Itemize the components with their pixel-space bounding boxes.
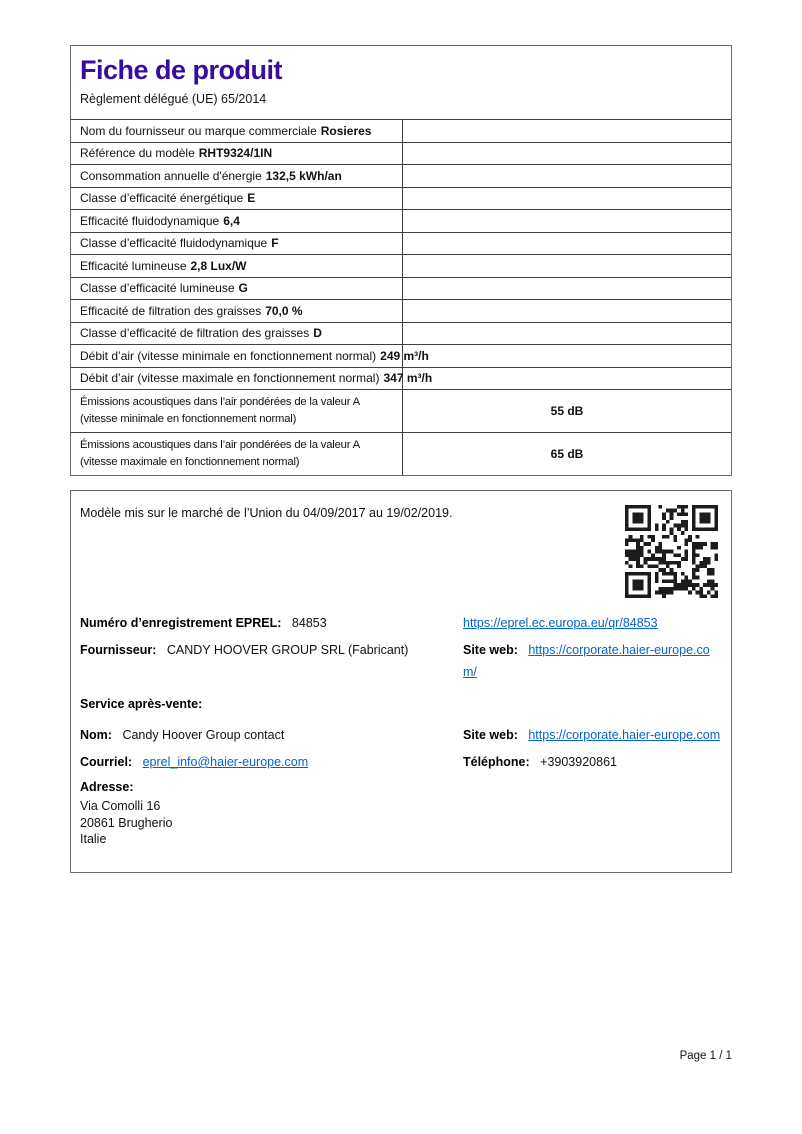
qr-code-icon	[625, 505, 718, 598]
row-label: Efficacité fluidodynamique	[80, 213, 220, 228]
table-row-energy-class	[71, 187, 731, 210]
row-value: Rosieres	[320, 123, 372, 138]
table-row-annual-energy	[71, 164, 731, 187]
row-value-cell	[402, 233, 731, 255]
page-title: Fiche de produit	[80, 55, 283, 85]
contact-name-row	[80, 724, 722, 746]
table-row-supplier	[71, 119, 731, 142]
phone-number: +3903920861	[540, 755, 617, 769]
row-value-cell	[402, 210, 731, 232]
contact-site-label: Site web:	[463, 728, 518, 742]
row-value-cell	[402, 345, 731, 367]
supplier-site-label: Site web:	[463, 643, 518, 657]
after-sales-heading: Service après-vente:	[80, 697, 203, 711]
supplier-row	[80, 639, 722, 683]
row-label: Référence du modèle	[80, 146, 195, 161]
address-label: Adresse:	[80, 780, 134, 794]
contact-name: Candy Hoover Group contact	[122, 728, 285, 742]
table-row-lighting-efficiency	[71, 254, 731, 277]
table-row-model	[71, 142, 731, 165]
address-line-city: 20861 Brugherio	[80, 815, 173, 830]
table-row-noise-max	[71, 432, 731, 475]
row-value: 2,8 Lux/W	[190, 258, 247, 273]
market-period-text: Modèle mis sur le marché de l’Union du 04/09/2017 au 19/02/2019.	[80, 506, 453, 520]
row-value: 132,5 kWh/an	[265, 168, 342, 183]
phone-label: Téléphone:	[463, 755, 530, 769]
row-value-cell	[402, 278, 731, 300]
contact-name-label: Nom:	[80, 728, 112, 742]
eprel-label: Numéro d’enregistrement EPREL:	[80, 616, 282, 630]
row-value: G	[238, 281, 248, 296]
email-link[interactable]: eprel_info@haier-europe.com	[142, 755, 309, 769]
row-value-cell: 55 dB	[402, 390, 731, 432]
row-value-cell	[402, 300, 731, 322]
table-row-fluid-efficiency	[71, 209, 731, 232]
address-line-country: Italie	[80, 832, 107, 846]
row-label: Efficacité lumineuse	[80, 258, 187, 273]
supplier-name: CANDY HOOVER GROUP SRL (Fabricant)	[166, 643, 409, 657]
email-phone-row	[80, 751, 722, 773]
table-row-fluid-class	[71, 232, 731, 255]
row-value-cell	[402, 368, 731, 390]
address-line-street: Via Comolli 16	[80, 799, 161, 813]
row-value: 6,4	[223, 213, 240, 228]
row-value-cell: 65 dB	[402, 433, 731, 475]
row-label: Efficacité de filtration des graisses	[80, 303, 262, 318]
eprel-row	[80, 612, 722, 634]
after-sales-heading-row	[80, 693, 722, 715]
supplier-site-link[interactable]: https://corporate.haier-europe.com/	[463, 643, 710, 679]
registration-details	[80, 612, 722, 848]
row-value: 347 m³/h	[383, 371, 433, 386]
contact-site-link[interactable]: https://corporate.haier-europe.com	[528, 728, 721, 742]
row-label: Classe d’efficacité de filtration des graisses	[80, 326, 310, 341]
row-value-cell	[402, 120, 731, 142]
row-value: 70,0 %	[265, 303, 303, 318]
row-label-line1: Émissions acoustiques dans l’air pondérées de la valeur A	[80, 439, 360, 452]
eprel-number: 84853	[291, 616, 327, 630]
email-label: Courriel:	[80, 755, 133, 769]
row-value: 249 m³/h	[380, 348, 429, 363]
row-label: Consommation annuelle d'énergie	[80, 168, 262, 183]
eprel-link[interactable]: https://eprel.ec.europa.eu/qr/84853	[463, 616, 658, 630]
supplier-label: Fournisseur:	[80, 643, 157, 657]
row-value: RHT9324/1IN	[198, 146, 273, 161]
page-number: Page 1 / 1	[679, 1050, 732, 1062]
row-label: Classe d’efficacité fluidodynamique	[80, 236, 268, 251]
row-label: Débit d’air (vitesse minimale en fonctionnement normal)	[80, 348, 377, 363]
row-value: F	[271, 236, 279, 251]
regulation-subtitle: Règlement délégué (UE) 65/2014	[80, 92, 267, 107]
row-label: Débit d’air (vitesse maximale en fonctionnement normal)	[80, 371, 380, 386]
table-row-airflow-min	[71, 344, 731, 367]
row-value: D	[313, 326, 322, 341]
row-label-line1: Émissions acoustiques dans l’air pondérées de la valeur A	[80, 396, 360, 409]
row-value-cell	[402, 143, 731, 165]
row-label-line2: (vitesse minimale en fonctionnement normal)	[80, 413, 297, 426]
row-value-cell	[402, 165, 731, 187]
registration-section	[70, 490, 732, 873]
table-row-airflow-max	[71, 367, 731, 390]
table-row-grease-class	[71, 322, 731, 345]
product-fiche-section	[70, 45, 732, 476]
row-label: Classe d’efficacité énergétique	[80, 191, 244, 206]
table-row-grease-filtration	[71, 299, 731, 322]
address-lines	[80, 798, 722, 848]
table-row-lighting-class	[71, 277, 731, 300]
address-label-row	[80, 776, 722, 798]
row-label: Classe d’efficacité lumineuse	[80, 281, 235, 296]
row-label: Nom du fournisseur ou marque commerciale	[80, 123, 317, 138]
row-value-cell	[402, 323, 731, 345]
row-label-line2: (vitesse maximale en fonctionnement normal)	[80, 456, 300, 469]
table-row-noise-min	[71, 389, 731, 432]
row-value-cell	[402, 188, 731, 210]
row-value-cell	[402, 255, 731, 277]
row-value: E	[247, 191, 256, 206]
